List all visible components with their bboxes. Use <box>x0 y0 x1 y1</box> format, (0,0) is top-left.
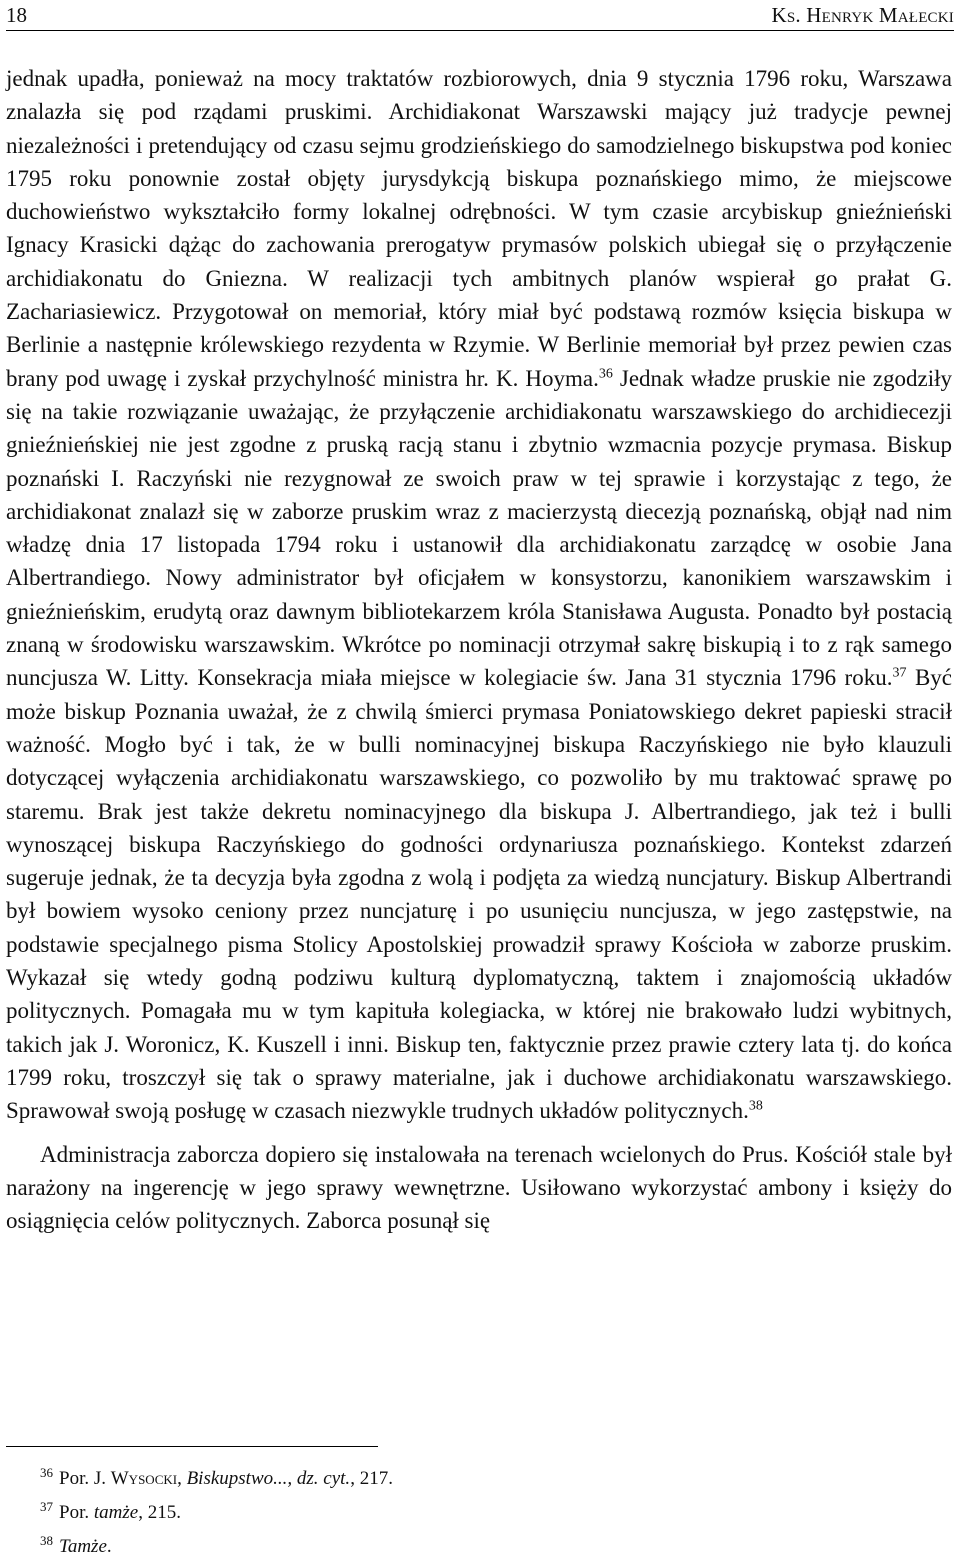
footnote-text: , 215. <box>138 1502 181 1523</box>
paragraph-1-text-a: jednak upadła, ponieważ na mocy traktatów rozbiorowych, dnia 9 stycznia 1796 roku, Warszawa znalazła się pod rządami pruskimi. Archidiakonat Warszawski mający już tradycje pewnej niezależności i pretendujący od czasu sejmu grodzieńskiego do samodzielnego biskupstwa pod koniec 1795 roku ponownie został objęty jurysdykcją biskupa poznańskiego mimo, że miejscowe duchowieństwo wykształciło formy lokalnej odrębności. W tym czasie arcybiskup gnieźnieński Ignacy Krasicki dążąc do zachowania prerogatyw prymasów polskich ubiegał się o przyłączenie archidiakonatu do Gniezna. W realizacji tych ambitnych planów wspierał go prałat G. Zachariasiewicz. Przygotował on memoriał, który miał być podstawą rozmów księcia biskupa w Berlinie a następnie królewskiego rezydenta w Rzymie. W Berlinie memoriał był przez pewien czas brany pod uwagę i zyskał przychylność ministra hr. K. Hoyma. <box>6 66 952 391</box>
footnote-text: , 217. <box>350 1468 393 1489</box>
footnote-number: 38 <box>40 1532 53 1548</box>
header-rule <box>6 30 954 31</box>
page-header <box>6 2 954 28</box>
footnote-38 <box>40 1530 940 1564</box>
footnote-author: Wysocki <box>110 1468 178 1489</box>
footnote-37 <box>40 1496 940 1530</box>
footnote-number: 36 <box>40 1464 53 1480</box>
paragraph-2-text: Administracja zaborcza dopiero się instalowała na terenach wcielonych do Prus. Kościół stale był narażony na ingerencję w jego sprawy wewnętrzne. Usiłowano wykorzystać ambony i księży do osiągnięcia celów politycznych. Zaborca posunął się <box>6 1141 952 1234</box>
footnote-text: , <box>177 1468 187 1489</box>
running-head: Ks. Henryk Małecki <box>771 3 954 27</box>
footnote-36 <box>40 1462 940 1496</box>
paragraph-1-text-b: Jednak władze pruskie nie zgodziły się na takie rozwiązanie uważając, że przyłączenie archidiakonatu warszawskiego do archidiecezji gnieźnieńskiej nie jest zgodne z pruską racją stanu i zbytnio wzmacnia pozycje prymasa. Biskup poznański I. Raczyński nie rezygnował ze swoich praw w tej sprawie i korzystając z tego, że archidiakonat znalazł się w zaborze pruskim wraz z macierzystą diecezją poznańską, objął nad nim władzę dnia 17 listopada 1794 roku i ustanowił dla archidiakonatu zarządcę w osobie Jana Albertrandiego. Nowy administrator był oficjałem w konsystorzu, kanonikiem warszawskim i gnieźnieńskim, erudytą oraz dawnym bibliotekarzem króla Stanisława Augusta. Ponadto był postacią znaną w środowisku warszawskim. Wkrótce po nominacji otrzymał sakrę biskupią i to z rąk samego nuncjusza W. Litty. Konsekracja miała miejsce w kolegiacie św. Jana 31 stycznia 1796 roku. <box>6 365 952 691</box>
footnote-title: Tamże <box>59 1536 107 1557</box>
body-text <box>6 62 952 1237</box>
paragraph-1-text-c: Być może biskup Poznania uważał, że z chwilą śmierci prymasa Poniatowskiego dekret papieski stracił ważność. Mogło być i tak, że w bulli nominacyjnej biskupa Raczyńskiego nie było klauzuli dotyczącej wyłączenia archidiakonatu warszawskiego, co pozwoliło by mu traktować sprawę po staremu. Brak jest także dekretu nominacyjnego dla biskupa J. Albertrandiego, jak też i bulli wynoszącej biskupa Raczyńskiego do godności ordynariusza poznańskiego. Kontekst zdarzeń sugeruje jednak, że ta decyzja była zgodna z wolą i podjęta za wiedzą nuncjatury. Biskup Albertrandi był bowiem wysoko ceniony przez nuncjaturę i po usunięciu nuncjusza, w jego zastępstwie, na podstawie specjalnego pisma Stolicy Apostolskiej prowadził sprawy Kościoła w zaborze pruskim. Wykazał się wtedy godną podziwu kulturą dyplomatyczną, taktem i znajomością układów politycznych. Pomagała mu w tym kapituła kolegiacka, w której nie brakowało ludzi wybitnych, takich jak J. Woronicz, K. Kuszell i inni. Biskup ten, faktycznie przez prawie cztery lata tj. do końca 1799 roku, troszczył się tak o sprawy materialne, jak i duchowe archidiakonatu warszawskiego. Sprawował swoją posługę w czasach niezwykle trudnych układów politycznych. <box>6 665 952 1124</box>
footnote-ref-37: 37 <box>892 665 907 681</box>
footnote-title: tamże <box>93 1502 139 1523</box>
paragraph-2 <box>6 1138 952 1238</box>
footnotes <box>40 1462 940 1564</box>
footnote-rule <box>6 1446 378 1447</box>
footnote-ref-36: 36 <box>598 366 613 382</box>
footnote-number: 37 <box>40 1498 53 1514</box>
footnote-ref-38: 38 <box>748 1098 763 1114</box>
footnote-title: Biskupstwo..., dz. cyt. <box>186 1468 351 1489</box>
footnote-text: . <box>106 1536 112 1557</box>
footnote-text: Por. J. <box>59 1468 111 1489</box>
footnote-text: Por. <box>59 1502 94 1523</box>
paragraph-1 <box>6 62 952 1128</box>
page-number: 18 <box>6 3 27 27</box>
